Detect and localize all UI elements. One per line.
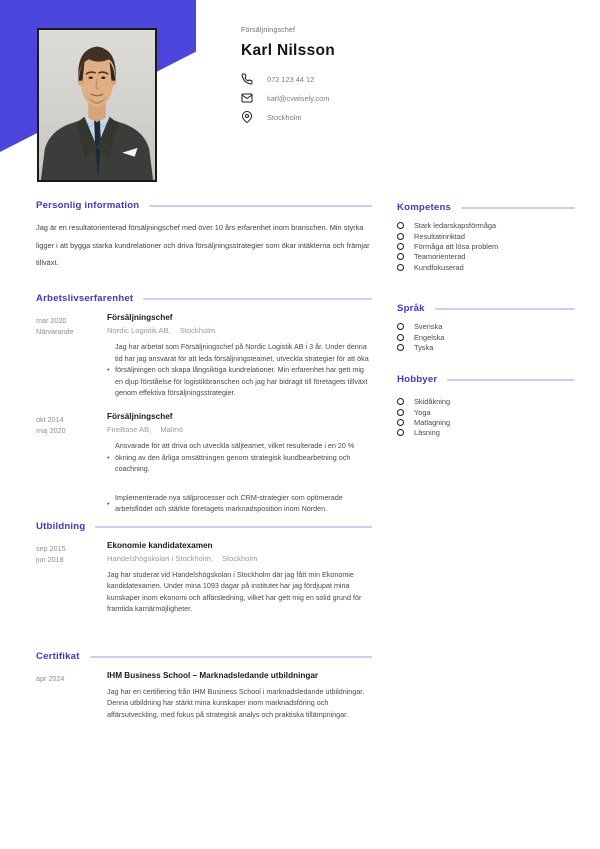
email-address: karl@cvwisely.com	[267, 93, 330, 103]
certificate-name: IHM Business School – Marknadsledande utbildningar	[107, 671, 319, 680]
contact-location	[241, 111, 571, 123]
email-icon	[241, 92, 253, 104]
school-line	[107, 554, 372, 563]
section-title: Kompetens	[397, 202, 452, 213]
circle-bullet-icon	[397, 429, 404, 436]
section-certificates	[36, 651, 372, 720]
contact-list	[241, 73, 571, 123]
circle-bullet-icon	[397, 344, 404, 351]
bullet-item	[107, 341, 372, 399]
education-description: Jag har studerat vid Handelshögskolan i Stockholm där jag fått min Ekonomie kandidatexamen. Under mina 1093 dagar på institutet har jag fördjupat mina kunskaper inom ekonomi och affärsledning, vilket har gett mig en solid grund för framtida karriärmöjligheter.	[107, 570, 362, 613]
list-item	[397, 253, 575, 261]
location-icon	[241, 111, 253, 123]
contact-phone	[241, 73, 571, 85]
job-role: Försäljningschef	[107, 411, 173, 421]
section-title: Utbildning	[36, 521, 86, 532]
job-role: Försäljningschef	[107, 313, 173, 322]
school-location: Stockholm	[221, 554, 258, 563]
experience-item	[36, 313, 372, 399]
section-rule	[435, 308, 575, 310]
section-title: Personlig information	[36, 200, 140, 211]
circle-bullet-icon	[397, 398, 404, 405]
header-job-title: Försäljningschef	[241, 27, 296, 34]
section-header	[397, 303, 575, 314]
bullet-item	[107, 440, 372, 475]
experience-dates	[36, 412, 107, 515]
degree-title: Ekonomie kandidatexamen	[107, 541, 213, 550]
list-item	[397, 323, 575, 331]
job-bullets	[107, 341, 372, 399]
language-label: Engelska	[414, 332, 445, 342]
language-label: Tyska	[414, 343, 434, 353]
circle-bullet-icon	[397, 264, 404, 271]
certificate-description: Jag har en certifiering från IHM Business School i marknadsledande utbildningar. Denna utbildning har stärkt mina kunskaper inom marknadsföring och affärsutveckling, med fokus på strategisk analys och praktiska tillämpningar.	[107, 687, 365, 719]
circle-bullet-icon	[397, 233, 404, 240]
section-title: Arbetslivserfarenhet	[36, 293, 134, 304]
list-item	[397, 222, 575, 230]
section-languages	[397, 303, 575, 354]
section-title: Certifikat	[36, 651, 80, 662]
location-text: Stockholm	[267, 112, 302, 122]
phone-number: 072 123 44 12	[267, 74, 315, 84]
list-item	[397, 264, 575, 272]
section-header	[397, 374, 575, 385]
section-header	[397, 202, 575, 213]
section-rule	[447, 379, 575, 381]
bullet-marker: •	[107, 452, 110, 462]
section-rule	[149, 205, 372, 207]
list-item	[397, 408, 575, 416]
list-item	[397, 333, 575, 341]
circle-bullet-icon	[397, 253, 404, 260]
section-hobbies	[397, 374, 575, 440]
hobby-label: Skidåkning	[414, 397, 451, 407]
date-end: jun 2018	[36, 555, 64, 564]
languages-list	[397, 323, 575, 351]
section-header	[36, 521, 372, 532]
skill-label: Resultatinriktad	[414, 231, 465, 241]
list-item	[397, 398, 575, 406]
section-skills	[397, 202, 575, 274]
school-name: Handelshögskolan i Stockholm,	[107, 554, 213, 563]
skill-label: Förmåga att lösa problem	[414, 242, 499, 252]
list-item	[397, 344, 575, 352]
portrait-illustration	[39, 30, 155, 180]
job-company: FireBase AB,	[107, 424, 152, 434]
job-location: Stockholm	[179, 326, 216, 335]
section-title: Hobbyer	[397, 374, 438, 385]
profile-photo	[37, 28, 157, 182]
date-start: sep 2015	[36, 544, 66, 553]
bullet-marker: •	[107, 498, 110, 508]
job-bullets	[107, 440, 372, 515]
phone-icon	[241, 73, 253, 85]
section-rule	[95, 526, 372, 528]
list-item	[397, 243, 575, 251]
education-item	[36, 541, 372, 614]
section-header	[36, 651, 372, 662]
section-header	[36, 293, 372, 304]
date: apr 2024	[36, 674, 65, 683]
header-name: Karl Nilsson	[241, 42, 336, 59]
bullet-text: Ansvarade för att driva och utveckla säljteamet, vilket resulterade i en 20 % ökning av den årliga omsättningen genom strategisk kundbearbetning och coachning.	[115, 440, 355, 474]
date-end: Närvarande	[36, 327, 74, 336]
circle-bullet-icon	[397, 222, 404, 229]
skills-list	[397, 222, 575, 271]
circle-bullet-icon	[397, 419, 404, 426]
bullet-text: Jag har arbetat som Försäljningschef på Nordic Logistik AB i 3 år. Under denna tid har jag ansvarat för att leda försäljningsteamet, utveckla strategier för att öka försäljningen och skapa långsiktiga kundrelationer. Min erfarenhet har gett mig en djup förståelse för logistikbranschen och jag har bidragit till företagets tillväxt genom effektiva försäljningsstrategier.	[115, 342, 369, 398]
section-education	[36, 521, 372, 614]
date-end: maj 2020	[36, 425, 66, 435]
skill-label: Kundfokuserad	[414, 262, 464, 272]
hobby-label: Yoga	[414, 407, 431, 417]
list-item	[397, 232, 575, 240]
hobby-label: Matlagning	[414, 418, 451, 428]
hobbies-list	[397, 398, 575, 437]
job-location: Malmö	[160, 424, 184, 434]
section-personal-info	[36, 200, 372, 272]
language-label: Svenska	[414, 322, 443, 332]
certificate-item	[36, 671, 372, 720]
bullet-item	[107, 492, 372, 515]
circle-bullet-icon	[397, 323, 404, 330]
bullet-marker: •	[107, 365, 110, 375]
date-start: mar 2020	[36, 316, 67, 325]
date-start: okt 2014	[36, 414, 64, 424]
section-experience	[36, 293, 372, 515]
experience-item	[36, 412, 372, 515]
job-company: Nordic Logistik AB,	[107, 326, 171, 335]
bullet-text: Implementerade nya säljprocesser och CRM-strategier som optimerade arbetsflödet och stärkte företagets marknadsposition inom Norden.	[115, 492, 343, 514]
section-rule	[90, 656, 372, 658]
hobby-label: Läsning	[414, 428, 440, 438]
skill-label: Teamorienterad	[414, 252, 466, 262]
education-body	[107, 541, 372, 614]
skill-label: Stark ledarskapsförmåga	[414, 221, 497, 231]
experience-dates	[36, 313, 107, 399]
experience-body	[107, 313, 372, 399]
list-item	[397, 429, 575, 437]
circle-bullet-icon	[397, 334, 404, 341]
header	[241, 27, 571, 130]
circle-bullet-icon	[397, 409, 404, 416]
circle-bullet-icon	[397, 243, 404, 250]
section-rule	[143, 298, 372, 300]
certificate-body	[107, 671, 372, 720]
job-company-line	[107, 326, 372, 335]
section-header	[36, 200, 372, 211]
certificate-date	[36, 671, 107, 720]
job-company-line	[107, 425, 372, 434]
section-title: Språk	[397, 303, 425, 314]
section-rule	[461, 207, 575, 209]
education-dates	[36, 541, 107, 614]
personal-summary: Jag är en resultatorienterad försäljningschef med över 10 års erfarenhet inom branschen. Min styrka ligger i att bygga starka kundrelationer och driva försäljningsstrategier som ökar intäkterna och främjar tillväxt.	[36, 223, 370, 267]
contact-email	[241, 92, 571, 104]
experience-body	[107, 412, 372, 515]
list-item	[397, 419, 575, 427]
